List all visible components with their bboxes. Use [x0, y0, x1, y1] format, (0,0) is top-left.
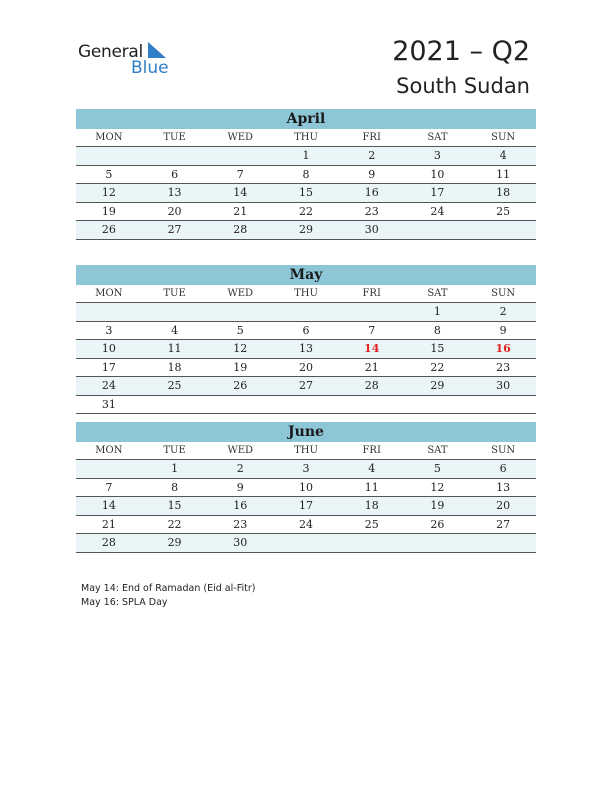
- day-cell: 15: [405, 340, 471, 359]
- day-cell: 14: [339, 340, 405, 359]
- weekday-label: SAT: [405, 285, 471, 303]
- holiday-note: May 16: SPLA Day: [81, 597, 168, 608]
- empty-day-cell: [470, 396, 536, 415]
- weekday-label: SAT: [405, 442, 471, 460]
- day-cell: 18: [142, 359, 208, 378]
- weekday-label: TUE: [142, 129, 208, 147]
- day-cell: 23: [207, 516, 273, 535]
- empty-day-cell: [76, 147, 142, 166]
- week-row: [76, 359, 536, 378]
- empty-day-cell: [273, 303, 339, 322]
- day-cell: 28: [207, 221, 273, 240]
- day-cell: 18: [339, 497, 405, 516]
- week-row: [76, 166, 536, 185]
- weekday-label: THU: [273, 285, 339, 303]
- day-cell: 18: [470, 184, 536, 203]
- day-cell: 21: [207, 203, 273, 222]
- day-cell: 22: [142, 516, 208, 535]
- weekday-label: SUN: [470, 285, 536, 303]
- day-cell: 12: [76, 184, 142, 203]
- day-cell: 24: [273, 516, 339, 535]
- empty-day-cell: [76, 303, 142, 322]
- generalblue-logo: [78, 40, 178, 80]
- day-cell: 25: [470, 203, 536, 222]
- day-cell: 10: [405, 166, 471, 185]
- empty-day-cell: [470, 534, 536, 553]
- day-cell: 8: [273, 166, 339, 185]
- day-cell: 20: [470, 497, 536, 516]
- empty-day-cell: [142, 303, 208, 322]
- day-cell: 8: [142, 479, 208, 498]
- day-cell: 5: [207, 322, 273, 341]
- day-cell: 21: [76, 516, 142, 535]
- day-cell: 16: [470, 340, 536, 359]
- holiday-note: May 14: End of Ramadan (Eid al-Fitr): [81, 583, 256, 594]
- day-cell: 9: [207, 479, 273, 498]
- week-row: [76, 340, 536, 359]
- day-cell: 9: [470, 322, 536, 341]
- weekday-label: THU: [273, 442, 339, 460]
- empty-day-cell: [405, 534, 471, 553]
- day-cell: 21: [339, 359, 405, 378]
- week-row: [76, 303, 536, 322]
- logo-blue-text: Blue: [131, 58, 169, 78]
- day-cell: 5: [76, 166, 142, 185]
- empty-day-cell: [207, 396, 273, 415]
- week-row: [76, 516, 536, 535]
- week-row: [76, 497, 536, 516]
- week-row: [76, 534, 536, 553]
- empty-day-cell: [273, 534, 339, 553]
- country-subtitle: South Sudan: [396, 74, 530, 98]
- day-cell: 2: [470, 303, 536, 322]
- month-june: [76, 422, 536, 553]
- day-cell: 14: [76, 497, 142, 516]
- day-cell: 5: [405, 460, 471, 479]
- day-cell: 28: [76, 534, 142, 553]
- empty-day-cell: [405, 221, 471, 240]
- day-cell: 17: [405, 184, 471, 203]
- empty-day-cell: [405, 396, 471, 415]
- day-cell: 16: [339, 184, 405, 203]
- day-cell: 17: [273, 497, 339, 516]
- day-cell: 15: [142, 497, 208, 516]
- day-cell: 15: [273, 184, 339, 203]
- weekday-label: FRI: [339, 129, 405, 147]
- day-cell: 19: [207, 359, 273, 378]
- day-cell: 26: [405, 516, 471, 535]
- day-cell: 6: [273, 322, 339, 341]
- day-cell: 8: [405, 322, 471, 341]
- weekday-label: FRI: [339, 442, 405, 460]
- day-cell: 2: [339, 147, 405, 166]
- day-cell: 25: [339, 516, 405, 535]
- week-row: [76, 147, 536, 166]
- day-cell: 25: [142, 377, 208, 396]
- day-cell: 23: [339, 203, 405, 222]
- month-name: April: [76, 109, 536, 129]
- month-name: May: [76, 265, 536, 285]
- day-cell: 10: [76, 340, 142, 359]
- month-name: June: [76, 422, 536, 442]
- day-cell: 31: [76, 396, 142, 415]
- day-cell: 7: [76, 479, 142, 498]
- day-cell: 30: [207, 534, 273, 553]
- day-cell: 7: [207, 166, 273, 185]
- weekday-label: SUN: [470, 442, 536, 460]
- weekday-label: SUN: [470, 129, 536, 147]
- day-cell: 19: [76, 203, 142, 222]
- empty-day-cell: [273, 396, 339, 415]
- empty-day-cell: [339, 534, 405, 553]
- empty-day-cell: [207, 303, 273, 322]
- month-april: [76, 109, 536, 240]
- weekday-header-row: [76, 129, 536, 147]
- week-row: [76, 396, 536, 415]
- day-cell: 22: [273, 203, 339, 222]
- weekday-label: WED: [207, 285, 273, 303]
- day-cell: 17: [76, 359, 142, 378]
- empty-day-cell: [470, 221, 536, 240]
- day-cell: 22: [405, 359, 471, 378]
- month-may: [76, 265, 536, 414]
- weekday-label: MON: [76, 285, 142, 303]
- empty-day-cell: [142, 147, 208, 166]
- day-cell: 3: [405, 147, 471, 166]
- empty-day-cell: [76, 460, 142, 479]
- day-cell: 27: [470, 516, 536, 535]
- day-cell: 29: [273, 221, 339, 240]
- week-row: [76, 203, 536, 222]
- day-cell: 6: [142, 166, 208, 185]
- empty-day-cell: [142, 396, 208, 415]
- day-cell: 20: [273, 359, 339, 378]
- holiday-notes: [81, 582, 255, 610]
- day-cell: 1: [405, 303, 471, 322]
- day-cell: 24: [76, 377, 142, 396]
- weekday-label: THU: [273, 129, 339, 147]
- empty-day-cell: [339, 396, 405, 415]
- day-cell: 23: [470, 359, 536, 378]
- day-cell: 28: [339, 377, 405, 396]
- day-cell: 27: [142, 221, 208, 240]
- day-cell: 13: [142, 184, 208, 203]
- page-title: 2021 – Q2: [392, 36, 530, 67]
- day-cell: 12: [405, 479, 471, 498]
- day-cell: 29: [142, 534, 208, 553]
- week-row: [76, 460, 536, 479]
- weekday-label: TUE: [142, 442, 208, 460]
- day-cell: 2: [207, 460, 273, 479]
- day-cell: 12: [207, 340, 273, 359]
- day-cell: 30: [339, 221, 405, 240]
- day-cell: 1: [273, 147, 339, 166]
- day-cell: 27: [273, 377, 339, 396]
- day-cell: 26: [207, 377, 273, 396]
- weekday-label: WED: [207, 442, 273, 460]
- day-cell: 20: [142, 203, 208, 222]
- day-cell: 14: [207, 184, 273, 203]
- day-cell: 10: [273, 479, 339, 498]
- day-cell: 7: [339, 322, 405, 341]
- weekday-label: TUE: [142, 285, 208, 303]
- day-cell: 4: [339, 460, 405, 479]
- day-cell: 9: [339, 166, 405, 185]
- day-cell: 1: [142, 460, 208, 479]
- empty-day-cell: [207, 147, 273, 166]
- day-cell: 11: [470, 166, 536, 185]
- day-cell: 3: [273, 460, 339, 479]
- day-cell: 6: [470, 460, 536, 479]
- day-cell: 19: [405, 497, 471, 516]
- weekday-label: FRI: [339, 285, 405, 303]
- day-cell: 16: [207, 497, 273, 516]
- day-cell: 24: [405, 203, 471, 222]
- week-row: [76, 221, 536, 240]
- weekday-header-row: [76, 442, 536, 460]
- day-cell: 29: [405, 377, 471, 396]
- day-cell: 3: [76, 322, 142, 341]
- week-row: [76, 184, 536, 203]
- day-cell: 4: [470, 147, 536, 166]
- week-row: [76, 322, 536, 341]
- week-row: [76, 377, 536, 396]
- week-row: [76, 479, 536, 498]
- day-cell: 30: [470, 377, 536, 396]
- empty-day-cell: [339, 303, 405, 322]
- weekday-label: WED: [207, 129, 273, 147]
- weekday-label: SAT: [405, 129, 471, 147]
- day-cell: 4: [142, 322, 208, 341]
- weekday-header-row: [76, 285, 536, 303]
- day-cell: 11: [339, 479, 405, 498]
- weekday-label: MON: [76, 442, 142, 460]
- weekday-label: MON: [76, 129, 142, 147]
- day-cell: 26: [76, 221, 142, 240]
- logo-general-text: General: [78, 42, 143, 62]
- day-cell: 13: [470, 479, 536, 498]
- day-cell: 13: [273, 340, 339, 359]
- day-cell: 11: [142, 340, 208, 359]
